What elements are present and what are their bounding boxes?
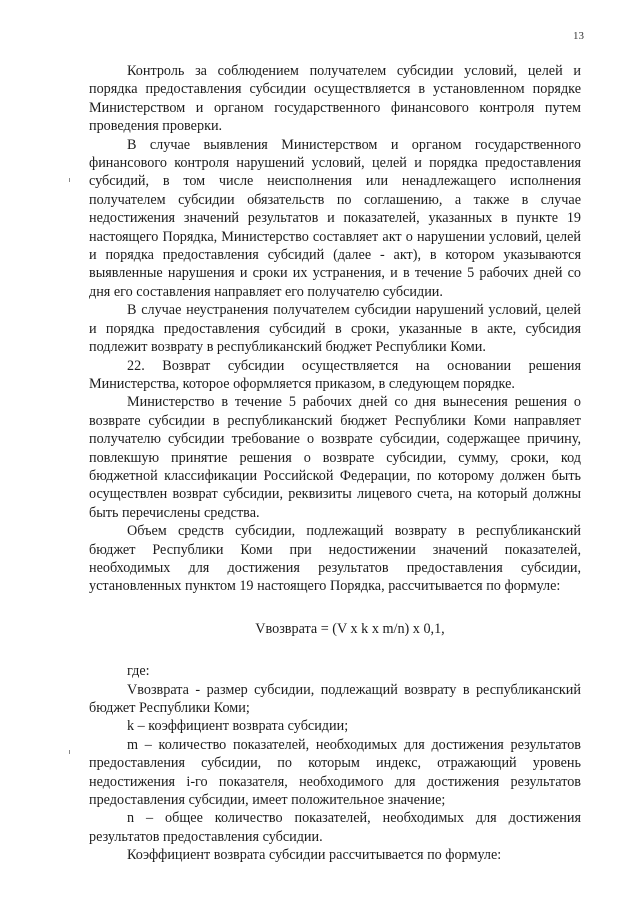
margin-mark xyxy=(69,750,70,754)
page-number: 13 xyxy=(573,30,584,42)
document-body xyxy=(89,62,581,865)
paragraph-coefficient: Коэффициент возврата субсидии рассчитывается по формуле: xyxy=(127,847,502,864)
paragraph-refund-volume: Объем средств субсидии, подлежащий возврату в республиканский бюджет Республики Коми при недостижении значений показателей, необходимых для достижения результатов предоставления субсидии, установленных пунктом 19 настоящего Порядка, рассчитывается по формуле: xyxy=(89,523,581,595)
refund-formula: Vвозврата = (V х k х m/n) х 0,1, xyxy=(255,620,445,637)
paragraph-non-elimination: В случае неустранения получателем субсидии нарушений условий, целей и порядка предоставления субсидий в сроки, указанные в акте, субсидия подлежит возврату в республиканский бюджет Республики Коми. xyxy=(89,302,581,356)
definition-m: m – количество показателей, необходимых для достижения результатов предоставления субсидии, по которым индекс, отражающий уровень недостижения i-го показателя, необходимого для достижения результатов предоставления субсидии, имеет положительное значение; xyxy=(89,736,581,809)
definition-k: k – коэффициент возврата субсидии; xyxy=(127,718,349,735)
definition-n: n – общее количество показателей, необходимых для достижения результатов предоставления субсидии. xyxy=(89,810,581,845)
where-label: где: xyxy=(127,663,150,680)
margin-mark xyxy=(69,178,70,182)
paragraph-item-22: 22. Возврат субсидии осуществляется на основании решения Министерства, которое оформляется приказом, в следующем порядке. xyxy=(89,357,581,392)
paragraph-violations: В случае выявления Министерством и органом государственного финансового контроля нарушений условий, целей и порядка предоставления субсидий, в том числе неисполнения или ненадлежащего исполнения получателем субсидии обязательств по соглашению, а также в случае недостижения значений результатов и показателей, указанных в пункте 19 настоящего Порядка, Министерство составляет акт о нарушении условий, целей и порядка предоставления субсидий (далее - акт), в котором указываются выявленные нарушения и сроки их устранения, и в течение 5 рабочих дней со дня его составления направляет его получателю субсидии. xyxy=(89,136,581,300)
paragraph-ministry-notice: Министерство в течение 5 рабочих дней со дня вынесения решения о возврате субсидии в республиканский бюджет Республики Коми направляет получателю субсидии требование о возврате субсидии, содержащее причину, повлекшую принятие решения о возврате субсидии, сумму, сроки, код бюджетной классификации Российской Федерации, по которому должен быть осуществлен возврат субсидии, реквизиты лицевого счета, на который должны быть перечислены средства. xyxy=(89,394,581,521)
paragraph-control: Контроль за соблюдением получателем субсидии условий, целей и порядка предоставления субсидии осуществляется в установленном порядке Министерством и органом государственного финансового контроля путем проведения проверки. xyxy=(89,63,581,135)
definition-v: Vвозврата - размер субсидии, подлежащий возврату в республиканский бюджет Республики Коми; xyxy=(89,681,581,716)
